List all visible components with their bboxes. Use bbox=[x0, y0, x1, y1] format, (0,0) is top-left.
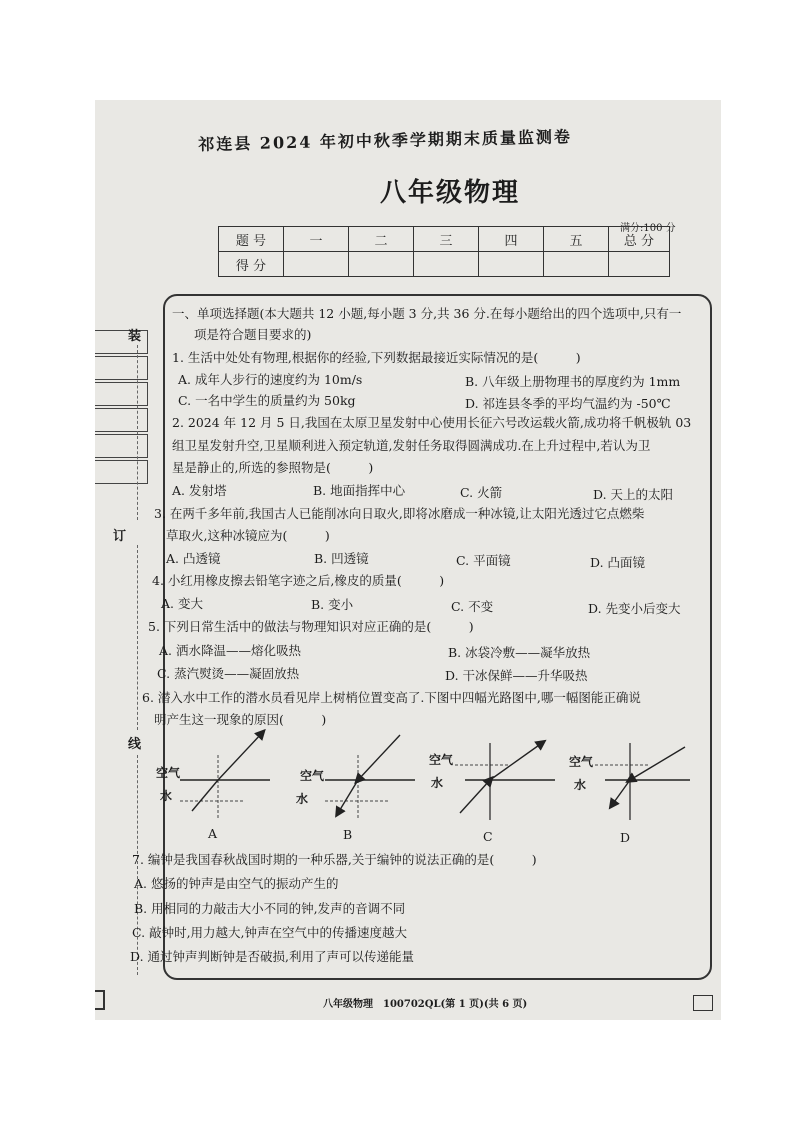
binding-box bbox=[95, 382, 148, 406]
q2-option-c[interactable]: C. 火箭 bbox=[460, 485, 503, 500]
diagram-c-label: C bbox=[483, 829, 493, 844]
score-cell[interactable] bbox=[609, 252, 670, 277]
exam-header: 祁连县 2024 年初中秋季学期期末质量监测卷 bbox=[198, 127, 573, 154]
diagram-a-label: A bbox=[208, 826, 218, 841]
q4-option-b[interactable]: B. 变小 bbox=[311, 597, 354, 612]
score-header-cell: 总 分 bbox=[609, 227, 670, 252]
diagram-b-air-label: 空气 bbox=[300, 769, 325, 783]
q7-option-c[interactable]: C. 敲钟时,用力越大,钟声在空气中的传播速度越大 bbox=[132, 925, 408, 940]
q2-option-a[interactable]: A. 发射塔 bbox=[172, 483, 227, 498]
diagram-d[interactable] bbox=[595, 743, 690, 820]
q2-option-d[interactable]: D. 天上的太阳 bbox=[593, 487, 674, 502]
score-header-cell: 三 bbox=[414, 227, 479, 252]
q7-option-a[interactable]: A. 悠扬的钟声是由空气的振动产生的 bbox=[134, 876, 339, 891]
score-cell[interactable] bbox=[284, 252, 349, 277]
q7-option-b[interactable]: B. 用相同的力敲击大小不同的钟,发声的音调不同 bbox=[134, 901, 406, 916]
question-7-stem: 7. 编钟是我国春秋战国时期的一种乐器,关于编钟的说法正确的是( ) bbox=[132, 852, 537, 867]
score-header-cell: 二 bbox=[349, 227, 414, 252]
q3-option-d[interactable]: D. 凸面镜 bbox=[590, 555, 646, 570]
question-4-stem: 4. 小红用橡皮擦去铅笔字迹之后,橡皮的质量( ) bbox=[152, 573, 445, 588]
q1-option-b[interactable]: B. 八年级上册物理书的厚度约为 1mm bbox=[465, 374, 681, 389]
score-cell[interactable] bbox=[414, 252, 479, 277]
q4-option-a[interactable]: A. 变大 bbox=[161, 596, 203, 611]
question-2-stem: 2. 2024 年 12 月 5 日,我国在太原卫星发射中心使用长征六号改运载火箭,成功将千帆极轨 03 bbox=[172, 415, 692, 430]
diagram-b-water-label: 水 bbox=[296, 792, 309, 806]
diagram-d-water-label: 水 bbox=[574, 778, 587, 792]
q5-option-a[interactable]: A. 洒水降温——熔化吸热 bbox=[159, 643, 301, 658]
section-heading: 一、单项选择题(本大题共 12 小题,每小题 3 分,共 36 分.在每小题给出的四个选项中,只有一 bbox=[172, 306, 682, 321]
exam-title: 八年级物理 bbox=[380, 178, 521, 208]
diagram-c-air-label: 空气 bbox=[429, 753, 454, 767]
question-6-stem: 6. 潜入水中工作的潜水员看见岸上树梢位置变高了.下图中四幅光路图中,哪一幅图能正确说 bbox=[142, 690, 641, 705]
score-header-cell: 一 bbox=[284, 227, 349, 252]
full-score: 满分:100 分 bbox=[620, 223, 676, 234]
q5-option-c[interactable]: C. 蒸汽熨烫——凝固放热 bbox=[157, 666, 300, 681]
q2-option-b[interactable]: B. 地面指挥中心 bbox=[313, 483, 406, 498]
question-1-stem: 1. 生活中处处有物理,根据你的经验,下列数据最接近实际情况的是( ) bbox=[172, 350, 581, 365]
page-footer: 八年级物理 100702QL(第 1 页)(共 6 页) bbox=[323, 999, 528, 1010]
binding-box bbox=[95, 408, 148, 432]
q4-option-d[interactable]: D. 先变小后变大 bbox=[588, 601, 681, 616]
score-header-cell: 题 号 bbox=[219, 227, 284, 252]
corner-mark bbox=[693, 995, 713, 1011]
binding-label-zhuang: 装 bbox=[128, 329, 142, 344]
light-path-diagrams bbox=[150, 725, 690, 845]
q3-option-b[interactable]: B. 凹透镜 bbox=[314, 551, 369, 566]
diagram-b[interactable] bbox=[325, 735, 415, 820]
question-6-stem-cont: 明产生这一现象的原因( ) bbox=[154, 712, 327, 727]
corner-mark bbox=[95, 990, 105, 1010]
binding-label-ding: 订 bbox=[113, 529, 127, 544]
question-3-stem: 3. 在两千多年前,我国古人已能削冰向日取火,即将冰磨成一种冰镜,让太阳光透过它点燃柴 bbox=[154, 506, 645, 521]
score-table bbox=[218, 226, 670, 277]
score-header-cell: 五 bbox=[544, 227, 609, 252]
binding-dash-line bbox=[137, 545, 138, 730]
diagram-b-label: B bbox=[343, 827, 353, 842]
diagram-a-water-label: 水 bbox=[160, 789, 173, 803]
score-header-cell: 四 bbox=[479, 227, 544, 252]
binding-box bbox=[95, 460, 148, 484]
diagram-c[interactable] bbox=[455, 743, 555, 820]
binding-box bbox=[95, 434, 148, 458]
q3-option-c[interactable]: C. 平面镜 bbox=[456, 553, 511, 568]
binding-box bbox=[95, 356, 148, 380]
score-cell[interactable] bbox=[349, 252, 414, 277]
binding-dash-line bbox=[137, 345, 138, 520]
question-2-stem-cont: 组卫星发射升空,卫星顺利进入预定轨道,发射任务取得圆满成功.在上升过程中,若认为卫 bbox=[172, 438, 651, 453]
q1-option-c[interactable]: C. 一名中学生的质量约为 50kg bbox=[178, 393, 356, 408]
question-3-stem-cont: 草取火,这种冰镜应为( ) bbox=[166, 528, 330, 543]
score-cell[interactable] bbox=[544, 252, 609, 277]
q7-option-d[interactable]: D. 通过钟声判断钟是否破损,利用了声可以传递能量 bbox=[130, 949, 414, 964]
diagram-c-water-label: 水 bbox=[431, 776, 444, 790]
q1-option-a[interactable]: A. 成年人步行的速度约为 10m/s bbox=[178, 372, 363, 387]
q4-option-c[interactable]: C. 不变 bbox=[451, 599, 494, 614]
diagram-d-air-label: 空气 bbox=[569, 755, 594, 769]
q5-option-d[interactable]: D. 干冰保鲜——升华吸热 bbox=[445, 668, 588, 683]
diagram-a[interactable] bbox=[180, 733, 270, 820]
q3-option-a[interactable]: A. 凸透镜 bbox=[166, 551, 221, 566]
question-5-stem: 5. 下列日常生活中的做法与物理知识对应正确的是( ) bbox=[148, 619, 474, 634]
section-heading-cont: 项是符合题目要求的) bbox=[194, 327, 312, 342]
score-row-label: 得 分 bbox=[219, 252, 284, 277]
diagram-d-label: D bbox=[620, 830, 631, 845]
q5-option-b[interactable]: B. 冰袋冷敷——凝华放热 bbox=[448, 645, 591, 660]
question-2-stem-cont: 星是静止的,所选的参照物是( ) bbox=[172, 460, 374, 475]
binding-label-xian: 线 bbox=[128, 737, 142, 752]
diagram-a-air-label: 空气 bbox=[156, 766, 181, 780]
score-cell[interactable] bbox=[479, 252, 544, 277]
q1-option-d[interactable]: D. 祁连县冬季的平均气温约为 -50℃ bbox=[465, 396, 671, 411]
